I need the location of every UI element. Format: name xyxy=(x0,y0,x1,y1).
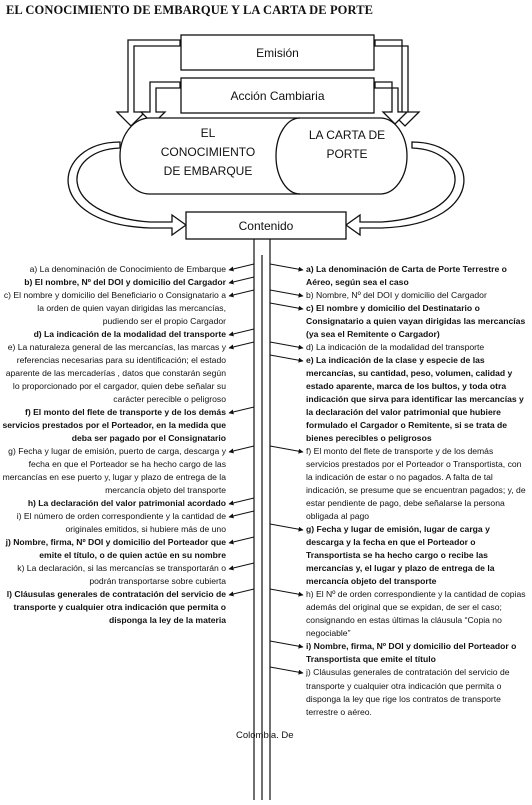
accion-cambiaria-box: Acción Cambiaria xyxy=(230,88,325,103)
carta-porte-item: f) El monto del flete de transporte y de los demás servicios prestados por el Porteador o Transportista, con la indicación de estar o no pagados. A falta de tal indicación, se presume que se encuentran pagados; y, de estar pendiente de pago, debe señalarse la persona obligada al pago xyxy=(306,446,526,522)
carta-porte-connector-arrow xyxy=(270,342,303,348)
carta-porte-items-list xyxy=(306,263,528,719)
conocimiento-item: h) La declaración del valor patrimonial acordado xyxy=(27,498,226,509)
conocimiento-item: k) La declaración, si las mercancías se transportarán o podrán transportarse sobre cubierta xyxy=(17,563,226,587)
conocimiento-connector-arrow xyxy=(229,290,254,296)
trunk xyxy=(254,239,270,800)
carta-porte-item: i) Nombre, firma, Nº DOI y domicilio del Porteador o Transportista que emite el título xyxy=(306,641,517,665)
conocimiento-connector-arrow xyxy=(229,511,254,517)
carta-porte-line: PORTE xyxy=(326,147,368,161)
carta-porte-item: e) La indicación de la clase y especie de las mercancías, su cantidad, peso, volumen, calidad y estado aparente, marca de los bultos, y toda otra indicación que sirva para identificar las mercancías y la declaración del valor patrimonial que hubiere formulado el Cargador o Remitente, si se trata de bienes perecibles o peligrosos xyxy=(306,355,524,444)
conocimiento-line: EL xyxy=(200,126,216,140)
conocimiento-item: f) El monto del flete de transporte y de los demás servicios prestados por el Porteador, en la medida que deba ser pagado por el Consignatario xyxy=(2,407,226,444)
carta-porte-connector-arrow xyxy=(270,303,303,309)
contenido-box: Contenido xyxy=(238,218,294,233)
conocimiento-item: j) Nombre, firma, Nº DOI y domicilio del Porteador que emite el título, o de quien actúe en su nombre xyxy=(5,537,226,561)
conocimiento-line: DE EMBARQUE xyxy=(163,164,253,178)
conocimiento-line: CONOCIMIENTO xyxy=(160,145,256,159)
carta-porte-connector-arrow xyxy=(270,446,303,452)
carta-porte-item: h) El Nº de orden correspondiente y la cantidad de copias además del original que se expidan, de ser el caso; consignando en estas últimas la cláusula “Copia no negociable” xyxy=(306,589,526,639)
page-title: EL CONOCIMIENTO DE EMBARQUE Y LA CARTA DE PORTE xyxy=(6,3,374,17)
carta-porte-connector-arrow xyxy=(270,290,303,296)
carta-porte-connector-arrow xyxy=(270,355,303,361)
carta-porte-item: g) Fecha y lugar de emisión, lugar de carga y descarga y la fecha en que el Porteador o Transportista se ha hecho cargo o recibe las mercancías y, el lugar y plazo de entrega de la mercancía objeto del transporte xyxy=(306,524,495,587)
carta-porte-item: d) La indicación de la modalidad del transporte xyxy=(306,342,485,353)
carta-porte-label xyxy=(292,126,402,164)
emision-box: Emisión xyxy=(256,45,299,60)
carta-porte-line: LA CARTA DE xyxy=(308,128,386,142)
conocimiento-connector-arrow xyxy=(229,498,254,504)
conocimiento-embarque-label xyxy=(138,124,278,181)
conocimiento-item: a) La denominación de Conocimiento de Embarque xyxy=(29,264,226,274)
trunk-label: Colombia. De xyxy=(236,730,294,741)
conocimiento-items-list xyxy=(2,263,226,627)
conocimiento-item: g) Fecha y lugar de emisión, puerto de carga, descarga y fecha en que el Porteador se ha hecho cargo de las mercancías en ese puerto y, lugar y plazo de entrega de la mercancía objeto del transporte xyxy=(2,446,226,496)
carta-porte-item: a) La denominación de Carta de Porte Terrestre o Aéreo, según sea el caso xyxy=(306,264,507,288)
conocimiento-connector-arrow xyxy=(229,589,254,595)
conocimiento-item: d) La indicación de la modalidad del transporte xyxy=(33,329,226,340)
conocimiento-connector-arrow xyxy=(229,342,254,348)
carta-porte-connector-arrow xyxy=(270,641,303,647)
left-arrows xyxy=(229,264,254,595)
carta-porte-connector-arrow xyxy=(270,667,303,673)
conocimiento-connector-arrow xyxy=(229,277,254,283)
conocimiento-item: c) El nombre y domicilio del Beneficiario o Consignatario a la orden de quien vayan dirigidas las mercancías, pudiendo ser el propio Cargador xyxy=(3,290,226,327)
conocimiento-connector-arrow xyxy=(229,563,254,569)
conocimiento-connector-arrow xyxy=(229,446,254,452)
carta-porte-item: c) El nombre y domicilio del Destinatario o Consignatario a quien vayan dirigidas las mercancías (ya sea el Remitente o Cargador) xyxy=(306,303,526,340)
conocimiento-connector-arrow xyxy=(229,264,254,270)
carta-porte-connector-arrow xyxy=(270,524,303,530)
conocimiento-item: b) El nombre, Nº del DOI y domicilio del Cargador xyxy=(24,277,226,288)
carta-porte-connector-arrow xyxy=(270,589,303,595)
conocimiento-connector-arrow xyxy=(229,537,254,543)
carta-porte-item: j) Cláusulas generales de contratación del servicio de transporte y cualquier otra indicación que permita o disponga la ley que rige los contratos de transporte terrestre o aéreo. xyxy=(306,667,510,717)
conocimiento-connector-arrow xyxy=(229,407,254,413)
conocimiento-item: i) El número de orden correspondiente y la cantidad de originales emitidos, si hubiere más de uno xyxy=(16,511,226,535)
conocimiento-item: e) La naturaleza general de las mercancías, las marcas y referencias necesarias para su identificación; el estado aparente de las mercaderías , datos que constarán según lo proporcionado por el cargador, quien debe señalar su carácter perecible o peligroso xyxy=(5,342,226,405)
conocimiento-item: l) Cláusulas generales de contratación del servicio de transporte y cualquier otra indicación que permita o disponga la ley de la materia xyxy=(6,589,226,626)
carta-porte-connector-arrow xyxy=(270,264,303,270)
right-arrows xyxy=(270,264,303,673)
carta-porte-item: b) Nombre, Nº del DOI y domicilio del Cargador xyxy=(306,290,487,301)
conocimiento-connector-arrow xyxy=(229,329,254,335)
